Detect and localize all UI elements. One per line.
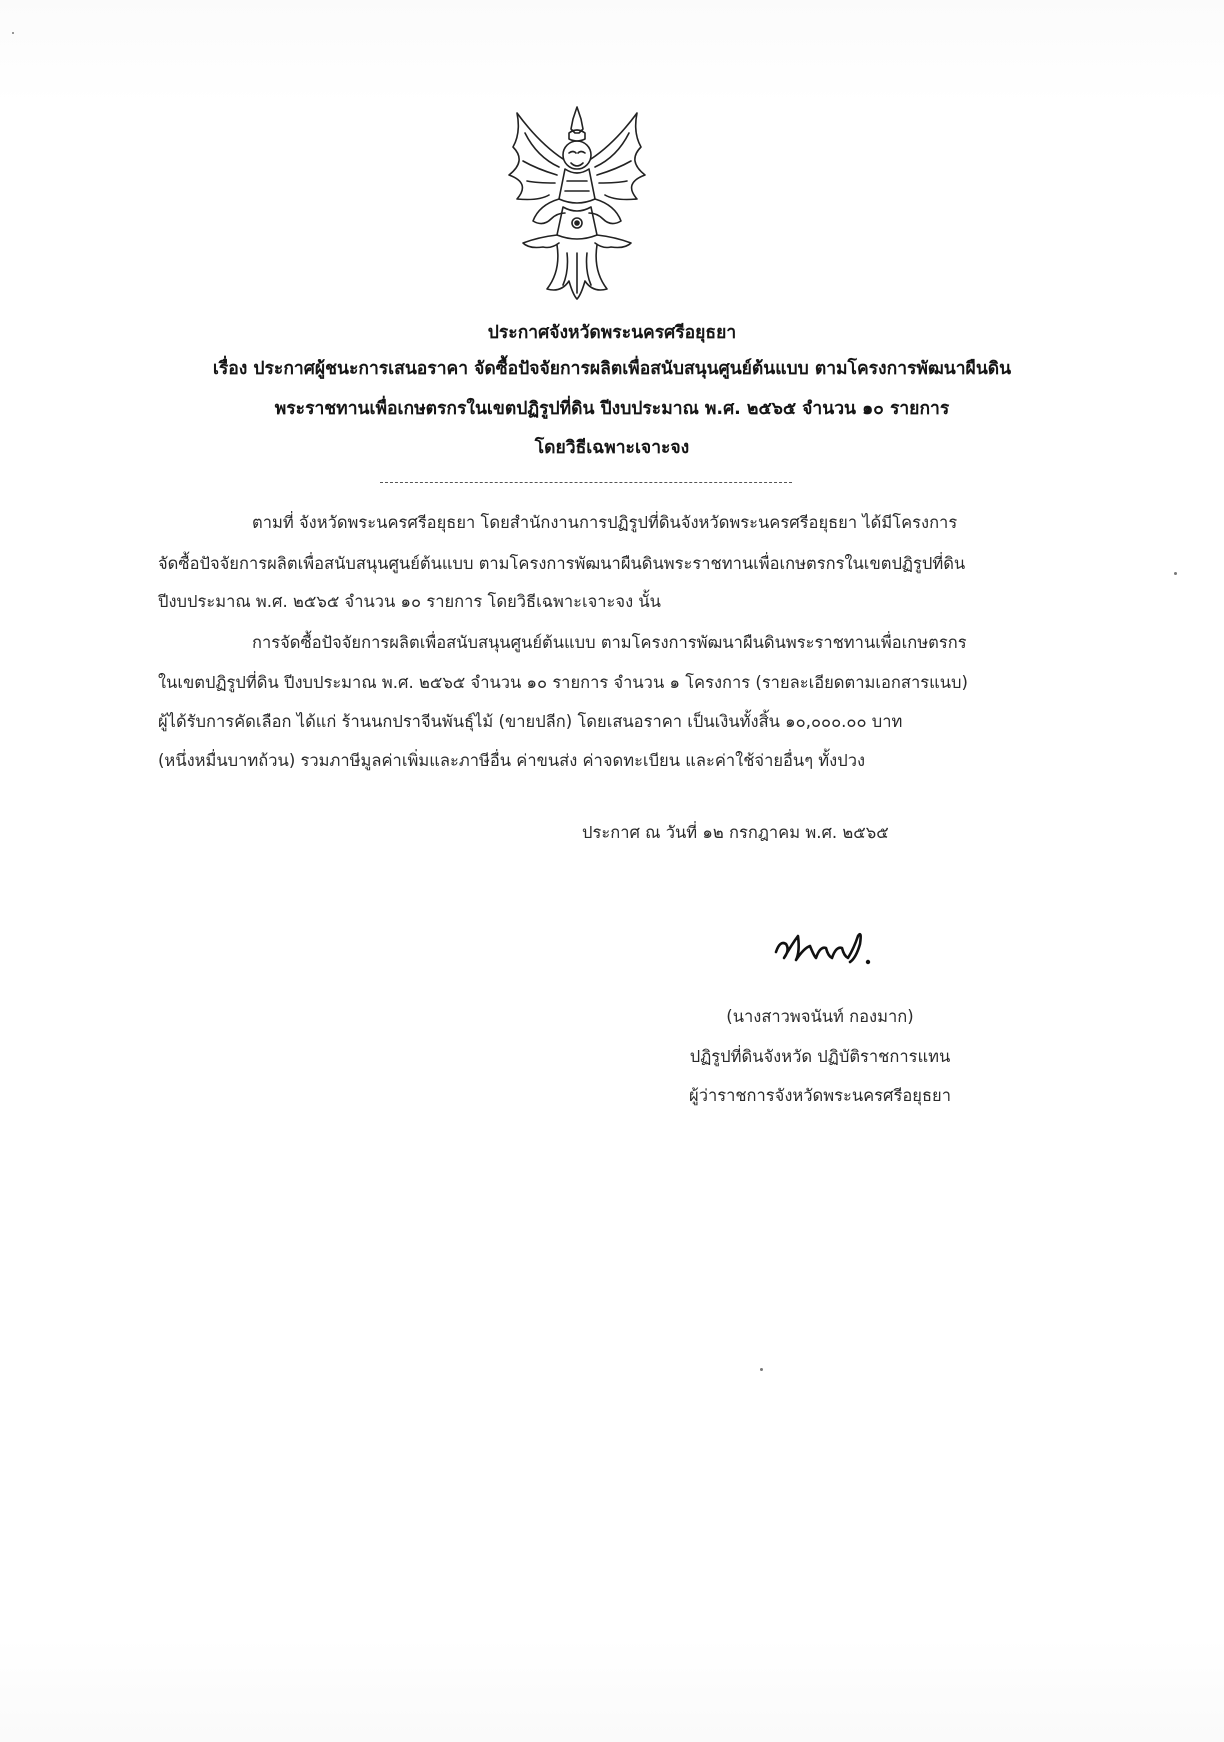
paragraph-2-line: ผู้ได้รับการคัดเลือก ได้แก่ ร้านนกปราจีนพันธุ์ไม้ (ขายปลีก) โดยเสนอราคา เป็นเงินทั้งสิ้น ๑๐,๐๐๐.๐๐ บาท xyxy=(158,712,903,731)
scan-speck xyxy=(12,32,14,34)
paragraph-2-line: ในเขตปฏิรูปที่ดิน ปีงบประมาณ พ.ศ. ๒๕๖๕ จำนวน ๑๐ รายการ จำนวน ๑ โครงการ (รายละเอียดตามเอกสารแนบ) xyxy=(158,673,968,692)
paragraph-2-line: การจัดซื้อปัจจัยการผลิตเพื่อสนับสนุนศูนย์ต้นแบบ ตามโครงการพัฒนาผืนดินพระราชทานเพื่อเกษตรกร xyxy=(252,633,967,652)
paragraph-1-line: ตามที่ จังหวัดพระนครศรีอยุธยา โดยสำนักงานการปฏิรูปที่ดินจังหวัดพระนครศรีอยุธยา ได้มีโครงการ xyxy=(252,513,958,532)
announcement-title: ประกาศจังหวัดพระนครศรีอยุธยา xyxy=(487,323,737,343)
signatory-position-line-1: ปฏิรูปที่ดินจังหวัด ปฏิบัติราชการแทน xyxy=(689,1047,951,1066)
paragraph-2-line: (หนึ่งหมื่นบาทถ้วน) รวมภาษีมูลค่าเพิ่มและภาษีอื่น ค่าขนส่ง ค่าจดทะเบียน และค่าใช้จ่ายอื่นๆ ทั้งปวง xyxy=(158,751,866,770)
handwritten-signature xyxy=(770,922,880,972)
announcement-date: ประกาศ ณ วันที่ ๑๒ กรกฎาคม พ.ศ. ๒๕๖๕ xyxy=(582,823,889,842)
garuda-emblem-icon xyxy=(487,103,667,303)
signatory-position-line-2: ผู้ว่าราชการจังหวัดพระนครศรีอยุธยา xyxy=(689,1086,951,1105)
announcement-subject-line-1: เรื่อง ประกาศผู้ชนะการเสนอราคา จัดซื้อปัจจัยการผลิตเพื่อสนับสนุนศูนย์ต้นแบบ ตามโครงการพัฒนาผืนดิน xyxy=(212,359,1012,379)
paragraph-1-line: ปีงบประมาณ พ.ศ. ๒๕๖๕ จำนวน ๑๐ รายการ โดยวิธีเฉพาะเจาะจง นั้น xyxy=(158,592,661,611)
announcement-subject-line-2: พระราชทานเพื่อเกษตรกรในเขตปฏิรูปที่ดิน ปีงบประมาณ พ.ศ. ๒๕๖๕ จำนวน ๑๐ รายการ xyxy=(274,399,950,419)
paragraph-1-line: จัดซื้อปัจจัยการผลิตเพื่อสนับสนุนศูนย์ต้นแบบ ตามโครงการพัฒนาผืนดินพระราชทานเพื่อเกษตรกรในเขตปฏิรูปที่ดิน xyxy=(158,554,966,573)
scan-speck xyxy=(760,1368,763,1371)
announcement-subject-line-3: โดยวิธีเฉพาะเจาะจง xyxy=(534,438,690,458)
header-divider xyxy=(380,482,792,483)
signatory-name: (นางสาวพจนันท์ กองมาก) xyxy=(726,1007,914,1026)
scan-speck xyxy=(1174,572,1177,575)
